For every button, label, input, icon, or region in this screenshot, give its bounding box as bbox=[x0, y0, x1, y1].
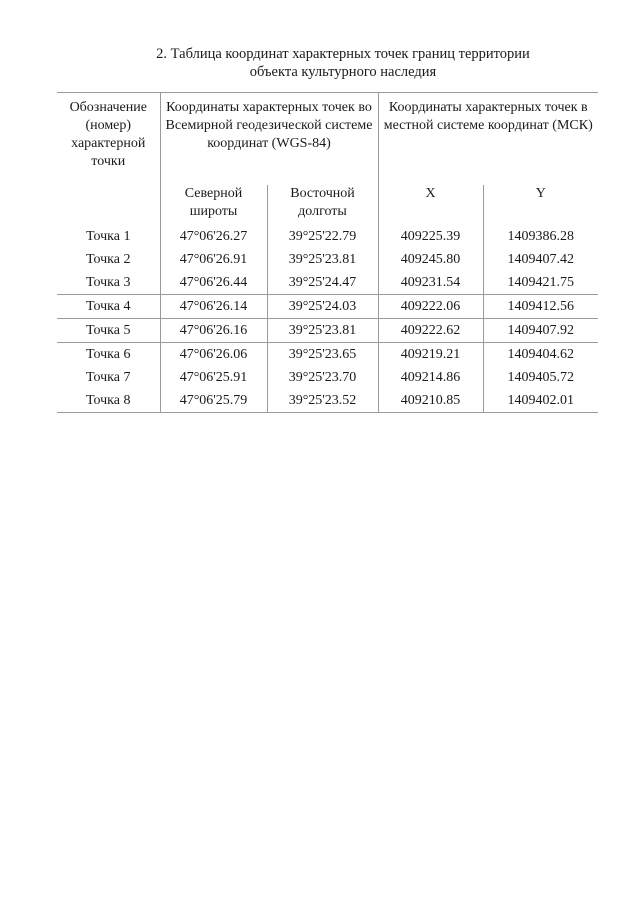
point-y: 1409412.56 bbox=[483, 295, 598, 319]
point-x: 409222.62 bbox=[378, 319, 483, 343]
point-y: 1409402.01 bbox=[483, 389, 598, 413]
point-longitude: 39°25'24.03 bbox=[267, 295, 378, 319]
title-line-2: объекта культурного наследия bbox=[249, 64, 437, 80]
table-row bbox=[57, 248, 598, 271]
point-latitude: 47°06'26.06 bbox=[160, 343, 267, 367]
table-row bbox=[57, 343, 598, 367]
header-point-designation: Обозначение (номер) характерной точки bbox=[57, 93, 160, 186]
table-row bbox=[57, 389, 598, 413]
point-name: Точка 1 bbox=[57, 225, 160, 248]
table-row bbox=[57, 319, 598, 343]
point-x: 409214.86 bbox=[378, 366, 483, 389]
title-line-1: 2. Таблица координат характерных точек границ территории bbox=[156, 46, 530, 62]
point-latitude: 47°06'25.79 bbox=[160, 389, 267, 413]
point-x: 409231.54 bbox=[378, 271, 483, 295]
point-x: 409222.06 bbox=[378, 295, 483, 319]
coordinates-table bbox=[57, 92, 598, 413]
point-name: Точка 4 bbox=[57, 295, 160, 319]
point-latitude: 47°06'26.16 bbox=[160, 319, 267, 343]
point-longitude: 39°25'23.52 bbox=[267, 389, 378, 413]
point-name: Точка 3 bbox=[57, 271, 160, 295]
point-name: Точка 2 bbox=[57, 248, 160, 271]
point-y: 1409421.75 bbox=[507, 274, 574, 290]
point-y: 1409407.92 bbox=[483, 319, 598, 343]
header-y: Y bbox=[535, 186, 546, 201]
header-wgs84-coordinates: Координаты характерных точек во Всемирной геодезической системе координат (WGS-84) bbox=[160, 93, 378, 186]
point-longitude: 39°25'23.70 bbox=[267, 366, 378, 389]
point-x: 409225.39 bbox=[378, 225, 483, 248]
table-row bbox=[57, 225, 598, 248]
header-x: X bbox=[378, 185, 483, 225]
document-title bbox=[0, 45, 640, 81]
point-longitude: 39°25'22.79 bbox=[267, 225, 378, 248]
table-row bbox=[57, 366, 598, 389]
point-x: 409245.80 bbox=[378, 248, 483, 271]
point-longitude: 39°25'23.81 bbox=[267, 248, 378, 271]
point-name: Точка 5 bbox=[57, 319, 160, 343]
point-latitude: 47°06'26.44 bbox=[160, 271, 267, 295]
table-row bbox=[57, 271, 598, 295]
point-latitude: 47°06'26.27 bbox=[160, 225, 267, 248]
point-x: 409210.85 bbox=[378, 389, 483, 413]
point-longitude: 39°25'23.65 bbox=[267, 343, 378, 367]
point-latitude: 47°06'25.91 bbox=[160, 366, 267, 389]
point-y: 1409404.62 bbox=[483, 343, 598, 367]
point-x: 409219.21 bbox=[378, 343, 483, 367]
point-longitude: 39°25'23.81 bbox=[267, 319, 378, 343]
point-latitude: 47°06'26.14 bbox=[160, 295, 267, 319]
point-y: 1409407.42 bbox=[507, 251, 574, 267]
header-east-longitude: Восточной долготы bbox=[267, 185, 378, 225]
point-name: Точка 6 bbox=[57, 343, 160, 367]
point-latitude: 47°06'26.91 bbox=[160, 248, 267, 271]
table-row bbox=[57, 295, 598, 319]
header-empty-cell bbox=[57, 185, 160, 225]
point-name: Точка 8 bbox=[57, 389, 160, 413]
point-y: 1409405.72 bbox=[507, 369, 574, 385]
header-msk-coordinates: Координаты характерных точек в местной системе координат (МСК) bbox=[378, 93, 598, 186]
point-y: 1409386.28 bbox=[507, 228, 574, 244]
point-name: Точка 7 bbox=[57, 366, 160, 389]
point-longitude: 39°25'24.47 bbox=[267, 271, 378, 295]
header-north-latitude: Северной широты bbox=[160, 185, 267, 225]
